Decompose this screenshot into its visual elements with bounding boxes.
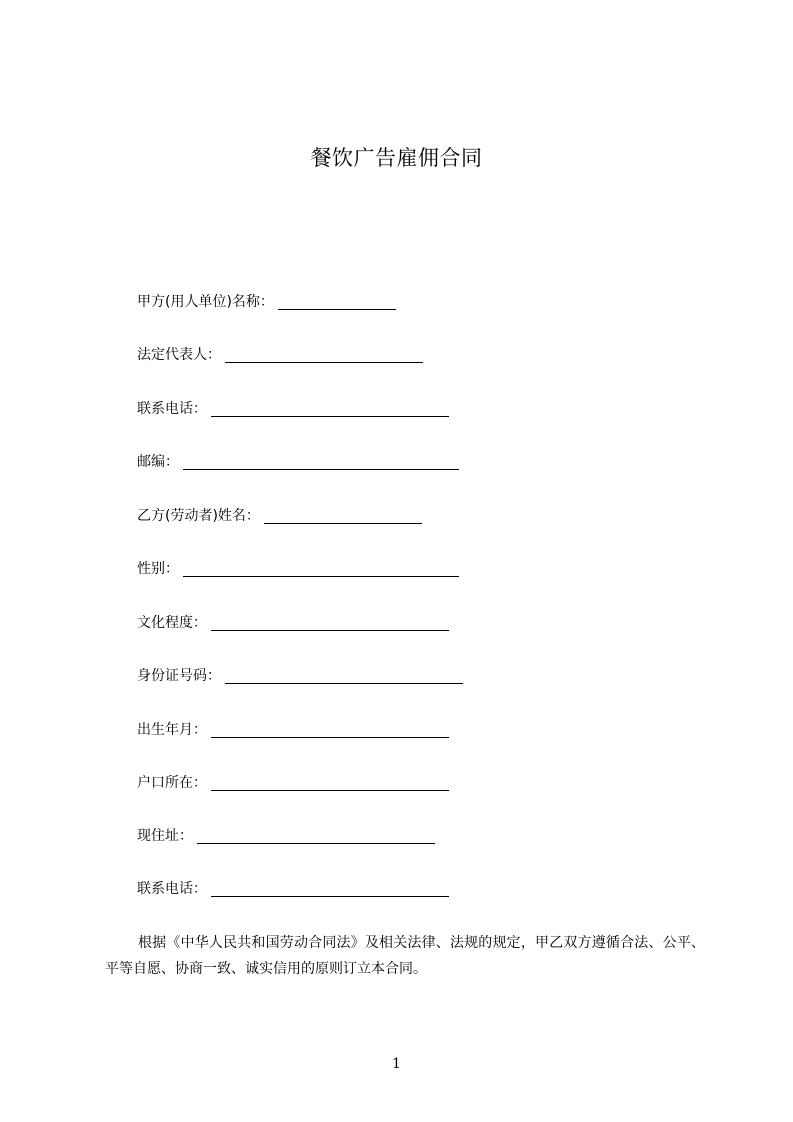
field-employer-phone [137,399,449,419]
field-legal-representative [137,345,423,365]
field-label: 现住址： [137,828,193,844]
field-employee-name [137,506,422,526]
field-household-registration [137,773,449,793]
fill-blank-line[interactable] [211,402,449,417]
field-label: 文化程度： [137,615,207,631]
fill-blank-line[interactable] [211,723,449,738]
field-postcode [137,452,459,472]
fill-blank-line[interactable] [225,669,463,684]
fill-blank-line[interactable] [211,616,449,631]
fill-blank-line[interactable] [278,295,396,310]
field-label: 户口所在： [137,775,207,791]
fill-blank-line[interactable] [211,882,449,897]
field-label: 乙方(劳动者)姓名： [137,508,260,524]
preamble-paragraph: 根据《中华人民共和国劳动合同法》及相关法律、法规的规定，甲乙双方遵循合法、公平、平等自愿、协商一致、诚实信用的原则订立本合同。 [105,935,705,977]
field-education [137,613,449,633]
field-label: 联系电话： [137,881,207,897]
fill-blank-line[interactable] [183,455,459,470]
page-number: 1 [392,1056,401,1072]
fill-blank-line[interactable] [211,776,449,791]
field-birth-date [137,720,449,740]
field-label: 法定代表人： [137,347,221,363]
fill-blank-line[interactable] [225,348,423,363]
field-label: 出生年月： [137,722,207,738]
field-gender [137,559,459,579]
field-employer-name [137,292,396,312]
fill-blank-line[interactable] [264,509,422,524]
fill-blank-line[interactable] [183,562,459,577]
fill-blank-line[interactable] [197,829,435,844]
field-label: 联系电话： [137,401,207,417]
document-title: 餐饮广告雇佣合同 [310,146,483,170]
field-id-number [137,666,463,686]
field-label: 甲方(用人单位)名称： [137,294,274,310]
field-employee-phone [137,879,449,899]
field-label: 邮编： [137,454,179,470]
field-label: 身份证号码： [137,668,221,684]
field-current-address [137,826,435,846]
field-label: 性别： [137,561,179,577]
